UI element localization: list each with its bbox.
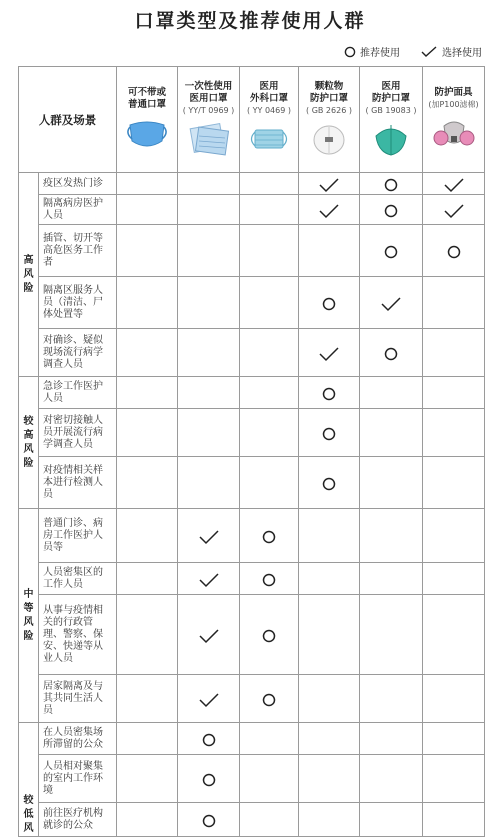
table-row	[19, 675, 485, 723]
particulate-mask-icon	[306, 120, 352, 158]
mark-cell	[117, 755, 178, 803]
mark-cell	[299, 225, 360, 277]
table-row	[19, 277, 485, 329]
mark-cell	[299, 755, 360, 803]
column-standard: ( YY/T 0969 )	[182, 106, 235, 115]
circle-icon	[383, 177, 399, 193]
mark-cell	[240, 563, 299, 595]
mark-cell	[423, 329, 485, 377]
scenario-cell: 急诊工作医护人员	[39, 377, 117, 409]
mark-cell	[117, 595, 178, 675]
check-icon	[318, 177, 340, 193]
mark-cell	[360, 755, 423, 803]
table-row	[19, 563, 485, 595]
check-icon	[198, 529, 220, 545]
mark-cell	[423, 755, 485, 803]
mark-cell	[360, 195, 423, 225]
scenario-cell: 在人员密集场所滞留的公众	[39, 723, 117, 755]
legend-recommend-label: 推荐使用	[360, 48, 400, 59]
mark-cell	[178, 509, 240, 563]
mark-cell	[360, 723, 423, 755]
circle-icon	[383, 346, 399, 362]
risk-level-label: 较 低 风	[19, 723, 39, 837]
column-standard: ( GB 19083 )	[365, 106, 417, 115]
mark-cell	[299, 723, 360, 755]
mark-cell	[178, 225, 240, 277]
mark-cell	[178, 595, 240, 675]
mark-cell	[240, 457, 299, 509]
circle-icon	[201, 813, 217, 829]
mark-cell	[423, 509, 485, 563]
scenario-cell: 对密切接触人员开展流行病学调查人员	[39, 409, 117, 457]
column-header	[360, 67, 423, 173]
mark-cell	[299, 377, 360, 409]
mark-cell	[117, 409, 178, 457]
mark-cell	[178, 755, 240, 803]
mark-cell	[360, 675, 423, 723]
mark-cell	[299, 675, 360, 723]
mark-cell	[178, 195, 240, 225]
mark-cell	[299, 803, 360, 837]
respirator-mask-icon	[431, 114, 477, 152]
table-row	[19, 195, 485, 225]
scenario-cell: 居家隔离及与其共同生活人员	[39, 675, 117, 723]
mark-cell	[360, 457, 423, 509]
table-row	[19, 173, 485, 195]
column-header	[423, 67, 485, 173]
mark-cell	[423, 595, 485, 675]
circle-icon	[344, 46, 356, 58]
circle-icon	[321, 476, 337, 492]
mark-cell	[117, 457, 178, 509]
table-row	[19, 377, 485, 409]
mark-cell	[240, 595, 299, 675]
legend-optional-label: 选择使用	[442, 48, 482, 59]
scenario-cell: 普通门诊、病房工作医护人员等	[39, 509, 117, 563]
mark-cell	[423, 723, 485, 755]
mark-cell	[299, 409, 360, 457]
mark-cell	[117, 377, 178, 409]
header-row	[19, 67, 485, 173]
mark-cell	[117, 563, 178, 595]
column-name: 防护面具	[434, 87, 473, 98]
mark-cell	[299, 195, 360, 225]
mask-recommendation-table	[18, 66, 485, 837]
mark-cell	[360, 173, 423, 195]
mark-cell	[423, 675, 485, 723]
mark-cell	[360, 803, 423, 837]
mark-cell	[178, 329, 240, 377]
page-title: 口罩类型及推荐使用人群	[134, 10, 366, 32]
mark-cell	[423, 409, 485, 457]
mark-cell	[178, 803, 240, 837]
mark-cell	[240, 409, 299, 457]
mark-cell	[423, 173, 485, 195]
check-icon	[443, 177, 465, 193]
mark-cell	[178, 173, 240, 195]
table-row	[19, 723, 485, 755]
mark-cell	[360, 377, 423, 409]
medical-protective-mask-icon	[368, 120, 414, 158]
mark-cell	[240, 675, 299, 723]
mark-cell	[240, 509, 299, 563]
plain-mask-icon	[124, 115, 170, 153]
mark-cell	[360, 277, 423, 329]
risk-level-label: 高 风 险	[19, 173, 39, 377]
table-row	[19, 225, 485, 277]
scenario-cell: 对确诊、疑似现场流行病学调查人员	[39, 329, 117, 377]
column-header	[240, 67, 299, 173]
check-icon	[198, 572, 220, 588]
mark-cell	[360, 329, 423, 377]
mark-cell	[240, 723, 299, 755]
mark-cell	[240, 225, 299, 277]
surgical-mask-icon	[246, 120, 292, 158]
circle-icon	[201, 772, 217, 788]
mark-cell	[178, 277, 240, 329]
mark-cell	[423, 195, 485, 225]
risk-level-label: 中 等 风 险	[19, 509, 39, 723]
legend-optional	[420, 44, 482, 59]
mark-cell	[240, 755, 299, 803]
mark-cell	[178, 563, 240, 595]
column-header	[117, 67, 178, 173]
mark-cell	[178, 409, 240, 457]
column-name: 颗粒物 防护口罩	[309, 81, 348, 104]
circle-icon	[261, 628, 277, 644]
mark-cell	[178, 675, 240, 723]
mark-cell	[178, 723, 240, 755]
column-standard: ( YY 0469 )	[246, 106, 291, 115]
mark-cell	[117, 173, 178, 195]
circle-icon	[201, 732, 217, 748]
circle-icon	[321, 426, 337, 442]
mark-cell	[423, 457, 485, 509]
mark-cell	[360, 509, 423, 563]
table-row	[19, 409, 485, 457]
scenario-cell: 从事与疫情相关的行政管理、警察、保安、快递等从业人员	[39, 595, 117, 675]
mark-cell	[299, 173, 360, 195]
circle-icon	[261, 572, 277, 588]
mark-cell	[423, 277, 485, 329]
check-icon	[318, 346, 340, 362]
scenario-cell: 对疫情相关样本进行检测人员	[39, 457, 117, 509]
mark-cell	[240, 377, 299, 409]
circle-icon	[321, 296, 337, 312]
mark-cell	[117, 675, 178, 723]
circle-icon	[383, 203, 399, 219]
table-row	[19, 457, 485, 509]
risk-level-label: 较 高 风 险	[19, 377, 39, 509]
legend-recommend	[344, 44, 400, 59]
table-row	[19, 755, 485, 803]
mark-cell	[117, 723, 178, 755]
column-name: 可不带或 普通口罩	[127, 86, 166, 110]
disposable-mask-icon	[186, 120, 232, 158]
circle-icon	[446, 244, 462, 260]
scenario-cell: 插管、切开等高危医务工作者	[39, 225, 117, 277]
mark-cell	[423, 225, 485, 277]
column-name: 一次性使用 医用口罩	[184, 81, 233, 104]
table-row	[19, 803, 485, 837]
mark-cell	[117, 195, 178, 225]
table-row	[19, 509, 485, 563]
mark-cell	[299, 457, 360, 509]
column-header	[178, 67, 240, 173]
mark-cell	[360, 563, 423, 595]
table-body	[19, 173, 485, 837]
scenario-cell: 隔离病房医护人员	[39, 195, 117, 225]
mark-cell	[360, 225, 423, 277]
scenario-cell: 疫区发热门诊	[39, 173, 117, 195]
mark-cell	[178, 377, 240, 409]
scenario-cell: 人员密集区的工作人员	[39, 563, 117, 595]
column-name: 医用 防护口罩	[371, 81, 410, 104]
check-icon	[443, 203, 465, 219]
mark-cell	[117, 329, 178, 377]
mark-cell	[423, 803, 485, 837]
circle-icon	[261, 692, 277, 708]
scenario-cell: 人员相对聚集的室内工作环境	[39, 755, 117, 803]
mark-cell	[423, 563, 485, 595]
circle-icon	[261, 529, 277, 545]
mark-cell	[299, 277, 360, 329]
mark-cell	[117, 225, 178, 277]
column-header	[299, 67, 360, 173]
mark-cell	[299, 329, 360, 377]
mark-cell	[299, 595, 360, 675]
column-standard: (加P100滤棉)	[428, 100, 479, 109]
mark-cell	[423, 377, 485, 409]
mark-cell	[240, 803, 299, 837]
table-row	[19, 595, 485, 675]
mark-cell	[360, 595, 423, 675]
check-icon	[380, 296, 402, 312]
column-name: 医用 外科口罩	[249, 81, 288, 104]
check-icon	[420, 46, 438, 58]
mark-cell	[117, 803, 178, 837]
mark-cell	[178, 457, 240, 509]
check-icon	[198, 628, 220, 644]
check-icon	[318, 203, 340, 219]
mark-cell	[299, 509, 360, 563]
mark-cell	[299, 563, 360, 595]
table-row	[19, 329, 485, 377]
check-icon	[198, 692, 220, 708]
legend	[344, 44, 482, 59]
scene-header: 人群及场景	[19, 67, 117, 173]
mark-cell	[117, 509, 178, 563]
mark-cell	[117, 277, 178, 329]
mark-cell	[360, 409, 423, 457]
scenario-cell: 隔离区服务人员（清洁、尸体处置等	[39, 277, 117, 329]
circle-icon	[383, 244, 399, 260]
column-standard: ( GB 2626 )	[306, 106, 352, 115]
mark-cell	[240, 329, 299, 377]
scenario-cell: 前往医疗机构就诊的公众	[39, 803, 117, 837]
mark-cell	[240, 277, 299, 329]
mark-cell	[240, 195, 299, 225]
circle-icon	[321, 386, 337, 402]
mark-cell	[240, 173, 299, 195]
